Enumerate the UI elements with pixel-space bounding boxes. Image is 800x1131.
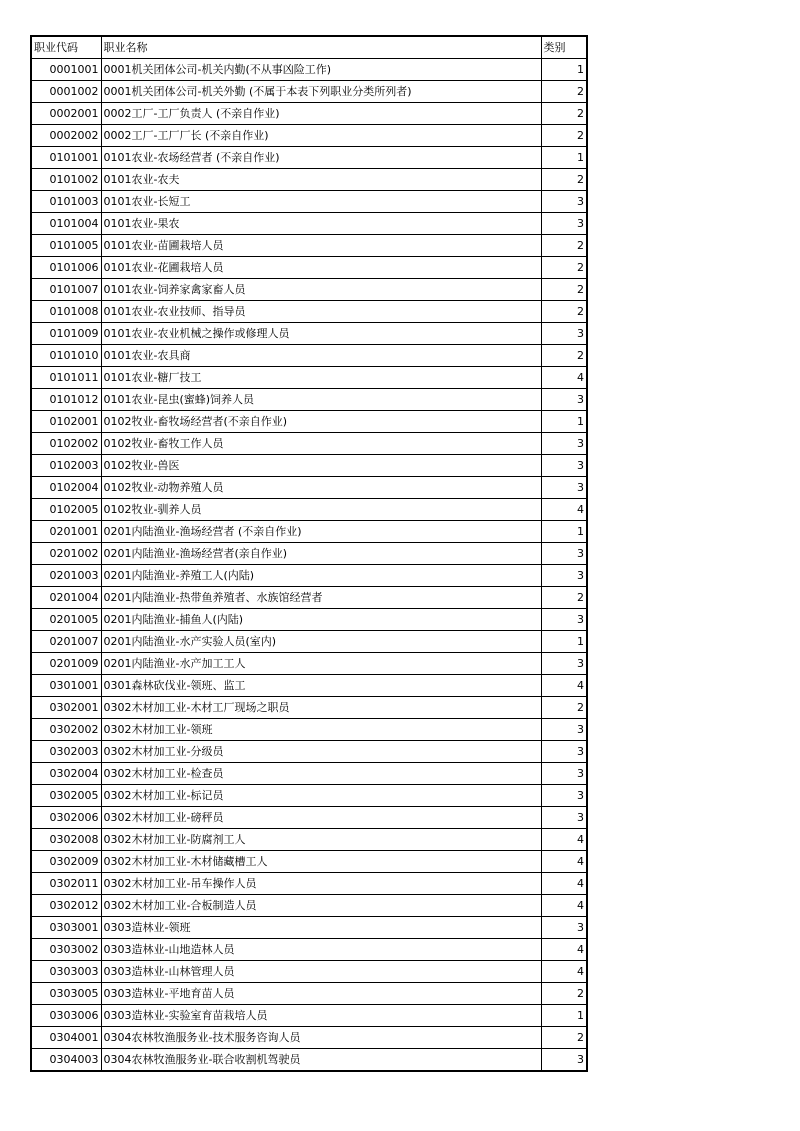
table-row [31,323,587,345]
header-category: 类别 [541,36,587,59]
table-row [31,345,587,367]
occupation-category: 2 [541,257,587,279]
occupation-name: 0201内陆渔业-水产实验人员(室内) [101,631,541,653]
occupation-category: 3 [541,917,587,939]
table-row [31,103,587,125]
occupation-name: 0102牧业-畜牧场经营者(不亲自作业) [101,411,541,433]
occupation-code: 0101008 [31,301,101,323]
table-row [31,895,587,917]
occupation-code: 0201001 [31,521,101,543]
occupation-category: 2 [541,587,587,609]
table-row [31,939,587,961]
table-row [31,191,587,213]
occupation-category: 3 [541,565,587,587]
occupation-category: 2 [541,125,587,147]
occupation-code: 0302006 [31,807,101,829]
occupation-name: 0302木材加工业-磅秤员 [101,807,541,829]
occupation-name: 0303造林业-平地育苗人员 [101,983,541,1005]
occupation-name: 0201内陆渔业-捕鱼人(内陆) [101,609,541,631]
table-row [31,367,587,389]
occupation-name: 0304农林牧渔服务业-技术服务咨询人员 [101,1027,541,1049]
occupation-code: 0101002 [31,169,101,191]
occupation-code: 0102004 [31,477,101,499]
occupation-category: 2 [541,81,587,103]
occupation-code: 0303005 [31,983,101,1005]
occupation-code: 0101009 [31,323,101,345]
occupation-name: 0101农业-农业机械之操作或修理人员 [101,323,541,345]
occupation-category: 1 [541,59,587,81]
table-row [31,125,587,147]
occupation-category: 3 [541,763,587,785]
table-row [31,697,587,719]
occupation-code: 0101010 [31,345,101,367]
occupation-code: 0302008 [31,829,101,851]
occupation-name: 0302木材加工业-合板制造人员 [101,895,541,917]
table-row [31,521,587,543]
occupation-category: 2 [541,1027,587,1049]
table-row [31,433,587,455]
occupation-category: 3 [541,1049,587,1072]
occupation-code: 0302003 [31,741,101,763]
occupation-code: 0101011 [31,367,101,389]
occupation-name: 0101农业-苗圃栽培人员 [101,235,541,257]
occupation-name: 0001机关团体公司-机关外勤 (不属于本表下列职业分类所列者) [101,81,541,103]
occupation-name: 0101农业-昆虫(蜜蜂)饲养人员 [101,389,541,411]
occupation-name: 0303造林业-实验室育苗栽培人员 [101,1005,541,1027]
occupation-category: 2 [541,235,587,257]
occupation-code: 0303006 [31,1005,101,1027]
occupation-category: 4 [541,829,587,851]
occupation-code: 0302012 [31,895,101,917]
occupation-category: 3 [541,741,587,763]
occupation-category: 3 [541,785,587,807]
occupation-name: 0201内陆渔业-水产加工工人 [101,653,541,675]
table-body [31,59,587,1072]
occupation-code: 0302004 [31,763,101,785]
occupation-name: 0101农业-糖厂技工 [101,367,541,389]
occupation-code: 0302011 [31,873,101,895]
occupation-category: 4 [541,961,587,983]
table-row [31,763,587,785]
table-row [31,961,587,983]
table-row [31,983,587,1005]
occupation-code: 0102001 [31,411,101,433]
occupation-code: 0201003 [31,565,101,587]
table-row [31,1049,587,1072]
occupation-code: 0302005 [31,785,101,807]
table-row [31,499,587,521]
occupation-code: 0304003 [31,1049,101,1072]
occupation-name: 0303造林业-山地造林人员 [101,939,541,961]
occupation-name: 0101农业-饲养家禽家畜人员 [101,279,541,301]
occupation-code: 0102005 [31,499,101,521]
occupation-name: 0302木材加工业-防腐剂工人 [101,829,541,851]
occupation-code: 0302009 [31,851,101,873]
occupation-name: 0201内陆渔业-渔场经营者(亲自作业) [101,543,541,565]
occupation-code: 0302002 [31,719,101,741]
table-row [31,1005,587,1027]
table-row [31,81,587,103]
occupation-name: 0301森林砍伐业-领班、监工 [101,675,541,697]
table-row [31,1027,587,1049]
occupation-code: 0201004 [31,587,101,609]
table-row [31,213,587,235]
occupation-category: 3 [541,389,587,411]
table-row [31,631,587,653]
occupation-name: 0302木材加工业-标记员 [101,785,541,807]
table-row [31,829,587,851]
table-row [31,147,587,169]
occupation-category: 4 [541,939,587,961]
occupation-name: 0302木材加工业-检查员 [101,763,541,785]
occupation-code: 0101012 [31,389,101,411]
occupation-code: 0102002 [31,433,101,455]
occupation-category: 1 [541,147,587,169]
occupation-code: 0101003 [31,191,101,213]
occupation-category: 3 [541,653,587,675]
occupation-name: 0302木材加工业-木材工厂现场之职员 [101,697,541,719]
occupation-category: 4 [541,675,587,697]
header-name: 职业名称 [101,36,541,59]
occupation-code: 0303001 [31,917,101,939]
occupation-name: 0002工厂-工厂负责人 (不亲自作业) [101,103,541,125]
table-row [31,257,587,279]
occupation-category: 3 [541,719,587,741]
occupation-code: 0002002 [31,125,101,147]
occupation-category: 3 [541,213,587,235]
occupation-name: 0101农业-果农 [101,213,541,235]
occupation-code: 0301001 [31,675,101,697]
occupation-name: 0201内陆渔业-养殖工人(内陆) [101,565,541,587]
occupation-category: 1 [541,631,587,653]
occupation-category: 4 [541,851,587,873]
occupation-table [30,35,588,1072]
occupation-code: 0201009 [31,653,101,675]
occupation-name: 0201内陆渔业-热带鱼养殖者、水族馆经营者 [101,587,541,609]
table-row [31,675,587,697]
occupation-category: 2 [541,983,587,1005]
table-row [31,279,587,301]
occupation-name: 0102牧业-兽医 [101,455,541,477]
occupation-name: 0102牧业-畜牧工作人员 [101,433,541,455]
occupation-name: 0002工厂-工厂厂长 (不亲自作业) [101,125,541,147]
table-row [31,389,587,411]
occupation-category: 1 [541,411,587,433]
occupation-code: 0001001 [31,59,101,81]
table-row [31,807,587,829]
occupation-name: 0101农业-农夫 [101,169,541,191]
table-row [31,169,587,191]
occupation-name: 0201内陆渔业-渔场经营者 (不亲自作业) [101,521,541,543]
occupation-name: 0302木材加工业-木材储藏槽工人 [101,851,541,873]
occupation-code: 0303002 [31,939,101,961]
occupation-code: 0304001 [31,1027,101,1049]
occupation-category: 3 [541,543,587,565]
occupation-name: 0101农业-农具商 [101,345,541,367]
table-row [31,411,587,433]
table-row [31,59,587,81]
occupation-category: 3 [541,323,587,345]
table-row [31,719,587,741]
occupation-name: 0302木材加工业-领班 [101,719,541,741]
table-row [31,455,587,477]
occupation-category: 2 [541,301,587,323]
occupation-category: 2 [541,103,587,125]
occupation-name: 0102牧业-动物养殖人员 [101,477,541,499]
occupation-code: 0101006 [31,257,101,279]
occupation-category: 3 [541,191,587,213]
occupation-category: 3 [541,433,587,455]
occupation-code: 0101001 [31,147,101,169]
occupation-category: 2 [541,279,587,301]
occupation-category: 1 [541,521,587,543]
occupation-code: 0303003 [31,961,101,983]
table-row [31,917,587,939]
occupation-name: 0302木材加工业-分级员 [101,741,541,763]
occupation-category: 3 [541,477,587,499]
table-row [31,477,587,499]
occupation-code: 0001002 [31,81,101,103]
occupation-code: 0002001 [31,103,101,125]
table-row [31,565,587,587]
table-row [31,235,587,257]
table-row [31,785,587,807]
occupation-name: 0303造林业-领班 [101,917,541,939]
table-row [31,873,587,895]
occupation-category: 2 [541,169,587,191]
occupation-name: 0101农业-农业技师、指导员 [101,301,541,323]
occupation-name: 0304农林牧渔服务业-联合收割机驾驶员 [101,1049,541,1072]
table-row [31,301,587,323]
occupation-category: 2 [541,697,587,719]
occupation-name: 0102牧业-驯养人员 [101,499,541,521]
occupation-code: 0101004 [31,213,101,235]
occupation-name: 0101农业-长短工 [101,191,541,213]
occupation-code: 0302001 [31,697,101,719]
occupation-category: 4 [541,895,587,917]
table-row [31,543,587,565]
occupation-name: 0101农业-花圃栽培人员 [101,257,541,279]
occupation-name: 0302木材加工业-吊车操作人员 [101,873,541,895]
occupation-code: 0101005 [31,235,101,257]
occupation-name: 0001机关团体公司-机关内勤(不从事凶险工作) [101,59,541,81]
occupation-category: 3 [541,609,587,631]
occupation-code: 0201007 [31,631,101,653]
occupation-category: 3 [541,807,587,829]
occupation-code: 0201005 [31,609,101,631]
header-code: 职业代码 [31,36,101,59]
table-row [31,609,587,631]
occupation-category: 4 [541,499,587,521]
table-row [31,851,587,873]
occupation-category: 3 [541,455,587,477]
occupation-name: 0303造林业-山林管理人员 [101,961,541,983]
occupation-code: 0201002 [31,543,101,565]
occupation-category: 2 [541,345,587,367]
occupation-category: 1 [541,1005,587,1027]
header-row [31,36,587,59]
table-row [31,653,587,675]
table-row [31,741,587,763]
occupation-name: 0101农业-农场经营者 (不亲自作业) [101,147,541,169]
occupation-category: 4 [541,367,587,389]
occupation-code: 0102003 [31,455,101,477]
occupation-category: 4 [541,873,587,895]
occupation-code: 0101007 [31,279,101,301]
table-row [31,587,587,609]
